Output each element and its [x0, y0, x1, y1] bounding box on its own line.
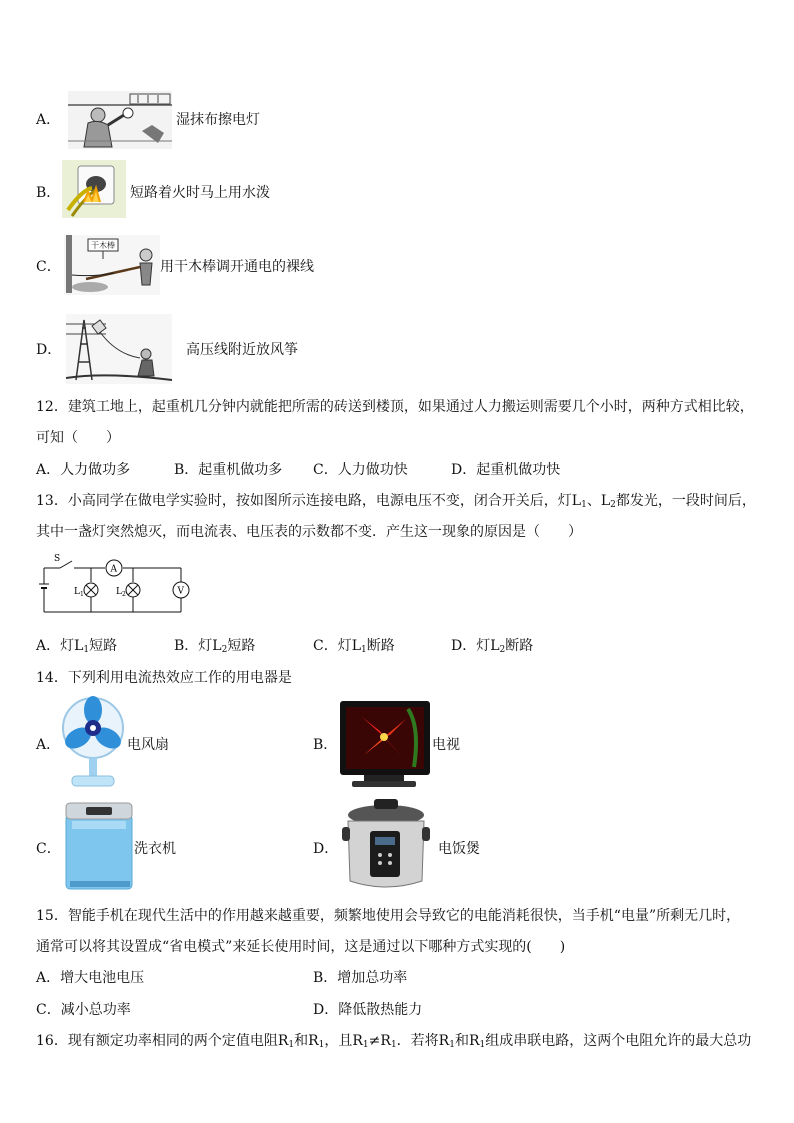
- option-b[interactable]: B．增加总功率: [313, 970, 408, 986]
- sign-label: 干木棒: [91, 241, 115, 250]
- question-stem-cont: 通常可以将其设置成“省电模式”来延长使用时间，这是通过以下哪种方式实现的( ): [36, 939, 566, 955]
- option-d[interactable]: D．灯$L_2$断路: [451, 638, 534, 655]
- lamp1-label: $L_1$: [74, 587, 84, 598]
- option-c[interactable]: C．人力做功快: [313, 462, 408, 478]
- person-wiping-lamp-image: [68, 91, 172, 149]
- question-stem: 12．建筑工地上，起重机几分钟内就能把所需的砖送到楼顶，如果通过人力搬运则需要几个小时，两种方式相比较，: [36, 399, 754, 415]
- option-d[interactable]: D．起重机做功快: [451, 462, 561, 478]
- ammeter-label: A: [110, 564, 117, 575]
- question-stem: 13．小高同学在做电学实验时，按如图所示连接电路，电源电压不变，闭合开关后，灯$L_1$、$L_2$都发光，一段时间后，: [36, 493, 756, 510]
- option-letter: C．: [36, 259, 61, 275]
- option-text: 短路着火时马上用水泼: [130, 185, 270, 201]
- option-a[interactable]: A．增大电池电压: [36, 970, 145, 986]
- voltmeter-label: V: [177, 586, 184, 597]
- option-text: 用干木棒调开通电的裸线: [160, 259, 314, 275]
- option-text: 电视: [432, 737, 460, 753]
- question-stem: 14．下列利用电流热效应工作的用电器是: [36, 670, 292, 686]
- electric-fan-image: [60, 694, 126, 790]
- option-text: 电饭煲: [438, 841, 480, 857]
- rice-cooker-image: [338, 797, 434, 893]
- option-text: 洗衣机: [134, 841, 176, 857]
- switch-label: S: [54, 554, 61, 564]
- television-image: [336, 697, 432, 791]
- option-letter: C．: [36, 841, 61, 857]
- option-text: 高压线附近放风筝: [186, 342, 298, 358]
- option-text: 湿抹布擦电灯: [176, 112, 260, 128]
- question-stem-cont: 可知（ ）: [36, 430, 120, 446]
- option-letter: B．: [36, 185, 61, 201]
- option-b[interactable]: B．起重机做功多: [174, 462, 283, 478]
- option-c[interactable]: C．减小总功率: [36, 1002, 131, 1018]
- circuit-diagram: [36, 550, 192, 620]
- option-b[interactable]: B．灯$L_2$短路: [174, 638, 256, 655]
- option-letter: A．: [36, 112, 61, 128]
- option-a[interactable]: A．灯$L_1$短路: [36, 638, 118, 655]
- option-letter: D．: [36, 342, 62, 358]
- lamp2-label: $L_2$: [116, 587, 126, 598]
- option-a[interactable]: A．人力做功多: [36, 462, 131, 478]
- option-letter: A．: [36, 737, 61, 753]
- option-text: 电风扇: [127, 737, 169, 753]
- washing-machine-image: [64, 801, 136, 891]
- burning-socket-image: [62, 160, 126, 218]
- option-c[interactable]: C．灯$L_1$断路: [313, 638, 395, 655]
- option-letter: B．: [313, 737, 338, 753]
- option-d[interactable]: D．降低散热能力: [313, 1002, 423, 1018]
- question-stem: 16．现有额定功率相同的两个定值电阻$R_1$和$R_1$，且$R_1\ne R_1$．若将$R_1$和$R_1$组成串联电路，这两个电阻允许的最大总功: [36, 1033, 752, 1050]
- question-stem-cont: 其中一盏灯突然熄灭，而电流表、电压表的示数都不变．产生这一现象的原因是（ ）: [36, 524, 582, 540]
- kite-near-power-line-image: [66, 314, 172, 384]
- wooden-stick-wire-image: [64, 235, 160, 295]
- question-stem: 15．智能手机在现代生活中的作用越来越重要，频繁地使用会导致它的电能消耗很快，当手机“电量”所剩无几时，: [36, 908, 741, 924]
- option-letter: D．: [313, 841, 339, 857]
